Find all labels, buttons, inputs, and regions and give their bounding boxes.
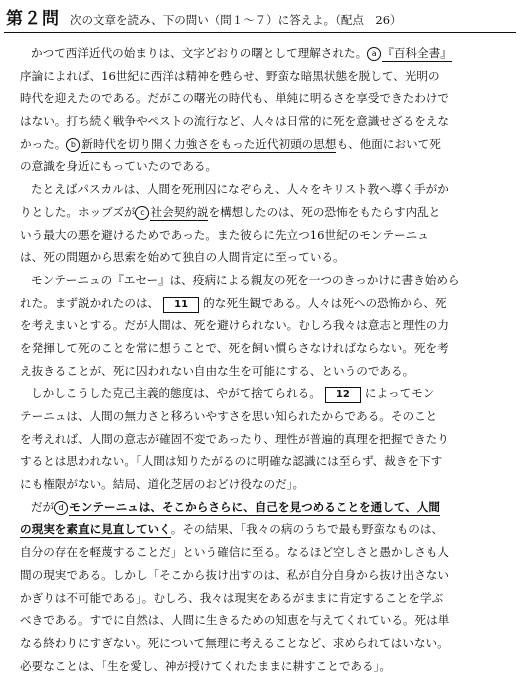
text-line — [20, 314, 506, 337]
text-segment: いう最大の悪を避けるためであった。また彼らに先立つ16世紀のモンテーニュ — [20, 227, 429, 242]
reading-passage — [20, 42, 506, 677]
text-line — [20, 587, 506, 610]
text-segment: たとえばパスカルは、人間を死刑囚になぞらえ、人々をキリスト教へ導く手がか — [31, 182, 449, 197]
text-line — [20, 609, 506, 632]
text-segment: かぎりは不可能である」。むしろ、我々は現実をあるがままに肯定することを学ぶ — [20, 590, 444, 605]
text-line — [20, 632, 506, 655]
underline-marker: b — [66, 138, 80, 152]
text-segment: 必要なことは、「生を愛し、神が授けてくれたままに耕すことである」。 — [20, 658, 391, 673]
text-line — [20, 496, 506, 519]
text-segment: 序論によれば、16世紀に西洋は精神を甦らせ、野蛮な暗黒状態を脱して、光明の — [20, 68, 440, 83]
text-segment: 自分の存在を軽蔑することだ」という確信に至る。なるほど空しさと愚かしさも人 — [20, 545, 449, 560]
text-line — [20, 541, 506, 564]
paragraph — [20, 42, 506, 178]
text-segment: は、死の問題から思索を始めて独自の人間肯定に至っている。 — [20, 250, 345, 265]
text-segment: はない。打ち続く戦争やペストの流行など、人々は日常的に死を意識せざるをえな — [20, 114, 449, 129]
text-segment: え抜きることが、死に囚われない自由な生を可能にする、というのである。 — [20, 363, 415, 378]
text-segment: によってモン — [364, 386, 435, 401]
header-divider — [4, 32, 516, 33]
text-line — [20, 201, 506, 224]
text-segment: にも権限がない。結局、道化芝居のおどけ役なのだ」。 — [20, 477, 305, 492]
text-line — [20, 42, 506, 65]
paragraph — [20, 269, 506, 382]
text-segment: を考えまいとする。だが人間は、死を避けられない。むしろ我々は意志と理性の力 — [20, 318, 449, 333]
text-line — [20, 518, 506, 541]
underlined-phrase: モンテーニュは、そこからさらに、自己を見つめることを通して、人間 — [69, 499, 440, 514]
text-segment: 。その結果、「我々の病のうちで最も野蛮なものは、 — [170, 522, 444, 537]
text-line — [20, 224, 506, 247]
question-instruction: 次の文章を読み、下の問い（問１～７）に答えよ。（配点 26） — [70, 13, 402, 27]
text-segment: かつて西洋近代の始まりは、文字どおりの曙として理解された。 — [31, 46, 368, 60]
text-line — [20, 178, 506, 201]
text-segment: を考えれば、人間の意志が確固不変であったり、理性が普遍的真理を把握できたり — [20, 431, 449, 446]
text-line — [20, 428, 506, 451]
text-segment: するとは思われない。「人間は知りたがるのに明確な認識には至らず、裁きを下す — [20, 454, 443, 469]
underlined-phrase: の現実を素直に見直していく — [20, 522, 171, 537]
text-segment: の意識を身近にもっていたのである。 — [20, 159, 218, 174]
text-line — [20, 269, 506, 292]
paragraph — [20, 178, 506, 269]
underlined-phrase: 新時代を切り開く力強さをもった近代初頭の思想 — [81, 136, 337, 151]
text-segment: を発揮して死のことを常に想うことで、死を飼い慣らさなければならない。死を考 — [20, 340, 449, 355]
underline-marker: c — [135, 206, 149, 220]
text-segment: だが — [31, 499, 55, 514]
text-segment: れた。まず説かれたのは、 — [20, 295, 160, 310]
text-segment: りとした。ホッブズが — [20, 204, 136, 219]
text-line — [20, 110, 506, 133]
text-line — [20, 360, 506, 383]
text-segment: を構想したのは、死の恐怖をもたらす内乱と — [208, 204, 441, 219]
text-line — [20, 87, 506, 110]
text-segment: しかしこうした克己主義的態度は、やがて捨てられる。 — [31, 386, 321, 401]
underlined-phrase: 社会契約説 — [150, 204, 209, 219]
text-line — [20, 473, 506, 496]
text-segment: かった。 — [20, 136, 67, 151]
text-segment: モンテーニュの『エセー』は、疫病による親友の死を一つのきっかけに書き始めら — [31, 272, 460, 287]
underline-marker: d — [54, 501, 68, 515]
text-line — [20, 564, 506, 587]
text-line — [20, 337, 506, 360]
text-segment: べきである。すでに自然は、人間に生きるための知恵を与えてくれている。死は単 — [20, 613, 450, 628]
text-segment: テーニュは、人間の無力さと移ろいやすさを思い知られたからである。そのこと — [20, 409, 438, 423]
answer-blank: 12 — [325, 387, 361, 403]
text-line — [20, 246, 506, 269]
text-line — [20, 382, 506, 405]
text-segment: 的な死生観である。人々は死への恐怖から、死 — [203, 295, 447, 310]
text-line — [20, 65, 506, 88]
question-number: 第２問 — [6, 9, 60, 29]
text-segment: なる終わりにすぎない。死について無理に考えることなど、求められてはいない。 — [20, 635, 449, 650]
text-segment: 間の現実である。しかし「そこから抜け出すのは、私が自分自身から抜け出さない — [20, 567, 449, 582]
text-line — [20, 292, 506, 315]
text-segment: 時代を迎えたのである。だがこの曙光の時代も、単純に明るさを享受できたわけで — [20, 91, 449, 106]
text-line — [20, 450, 506, 473]
text-line — [20, 133, 506, 156]
paragraph — [20, 496, 506, 677]
text-segment: も、他面において死 — [336, 136, 441, 151]
underlined-phrase: 『百科全書』 — [382, 46, 452, 60]
paragraph — [20, 382, 506, 495]
text-line — [20, 655, 506, 677]
question-header — [6, 4, 514, 32]
text-line — [20, 405, 506, 428]
underline-marker: a — [367, 47, 381, 61]
text-line — [20, 155, 506, 178]
answer-blank: 11 — [163, 297, 199, 313]
